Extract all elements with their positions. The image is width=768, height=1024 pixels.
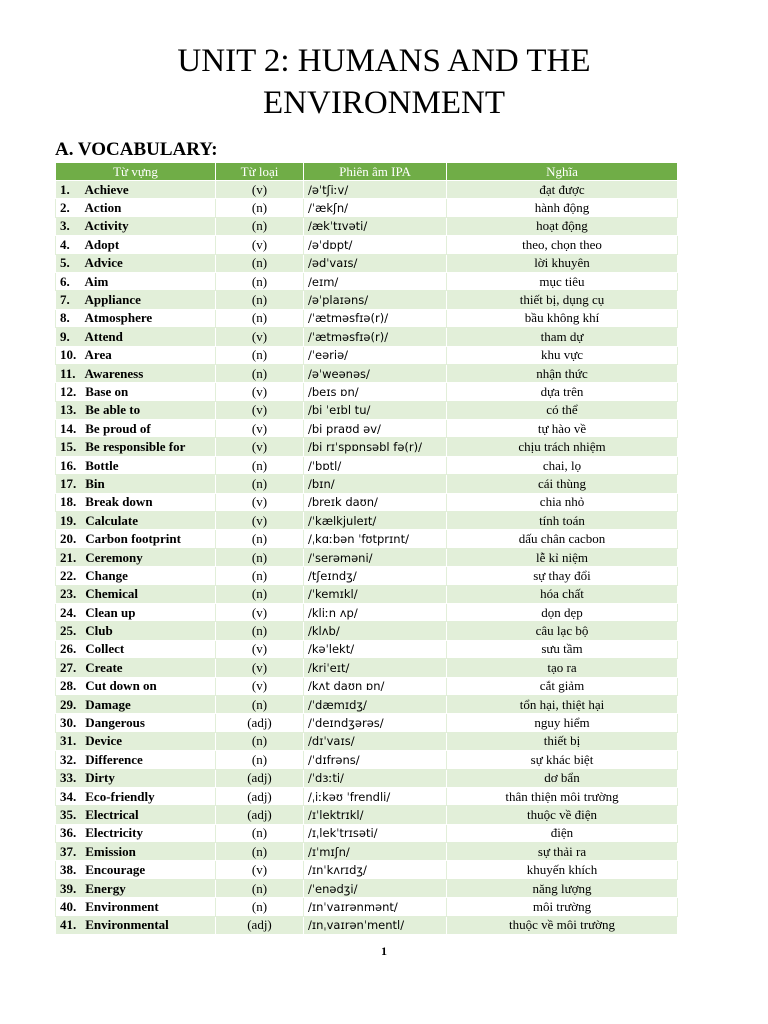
table-row [56,383,678,401]
meaning-cell: cắt giảm [447,677,678,695]
part-of-speech-cell: (v) [216,640,304,658]
table-row [56,806,678,824]
ipa-cell: /ˈækʃn/ [304,199,447,217]
vocab-word-cell [56,769,216,787]
ipa-cell: /dɪˈvaɪs/ [304,732,447,750]
table-row [56,291,678,309]
vocab-word-cell [56,843,216,861]
table-row [56,751,678,769]
vocab-word: Encourage [85,862,146,878]
table-row [56,420,678,438]
meaning-cell: năng lượng [447,879,678,897]
vocab-word: Adopt [84,236,120,252]
vocab-word: Electrical [85,806,139,822]
ipa-cell: /ɪnˈvaɪrənmənt/ [304,898,447,916]
ipa-cell: /kliːn ʌp/ [304,603,447,621]
part-of-speech-cell: (adj) [216,806,304,824]
table-row [56,512,678,530]
meaning-cell: lễ kỉ niệm [447,548,678,566]
vocab-word-cell [56,512,216,530]
vocab-word-cell [56,861,216,879]
vocab-word-cell [56,879,216,897]
row-number: 41. [60,917,77,933]
part-of-speech-cell: (n) [216,548,304,566]
meaning-cell: khu vực [447,346,678,364]
part-of-speech-cell: (n) [216,456,304,474]
vocab-word: Awareness [84,365,144,381]
ipa-cell: /kʌt daʊn ɒn/ [304,677,447,695]
row-number: 27. [60,659,77,675]
meaning-cell: theo, chọn theo [447,236,678,254]
vocab-word-cell [56,401,216,419]
table-row [56,640,678,658]
meaning-cell: tổn hại, thiệt hại [447,695,678,713]
part-of-speech-cell: (v) [216,401,304,419]
vocab-word-cell [56,291,216,309]
meaning-cell: câu lạc bộ [447,622,678,640]
vocab-word-cell [56,217,216,235]
meaning-cell: thiết bị [447,732,678,750]
vocab-word: Difference [85,751,143,767]
row-number: 1. [60,181,70,197]
ipa-cell: /ˌkɑːbən ˈfʊtprɪnt/ [304,530,447,548]
part-of-speech-cell: (v) [216,493,304,511]
page-number: 1 [381,944,387,958]
meaning-cell: bầu không khí [447,309,678,327]
vocabulary-table [55,162,678,935]
part-of-speech-cell: (n) [216,898,304,916]
part-of-speech-cell: (n) [216,364,304,382]
table-row [56,622,678,640]
ipa-cell: /ˈkælkjuleɪt/ [304,512,447,530]
vocab-word: Damage [85,696,131,712]
part-of-speech-cell: (n) [216,622,304,640]
meaning-cell: điện [447,824,678,842]
vocab-word-cell [56,787,216,805]
part-of-speech-cell: (n) [216,346,304,364]
ipa-cell: /bi rɪˈspɒnsəbl fə(r)/ [304,438,447,456]
ipa-cell: /ɪnˈkʌrɪdʒ/ [304,861,447,879]
meaning-cell: hóa chất [447,585,678,603]
meaning-cell: mục tiêu [447,272,678,290]
vocab-word: Carbon footprint [85,531,181,547]
vocab-word: Environmental [85,917,169,933]
vocab-word: Appliance [84,292,141,308]
row-number: 11. [60,365,76,381]
vocab-word: Dangerous [85,715,145,731]
meaning-cell: thuộc về điện [447,806,678,824]
meaning-cell: khuyến khích [447,861,678,879]
meaning-cell: chai, lọ [447,456,678,474]
ipa-cell: /əˈweənəs/ [304,364,447,382]
title-line-2: ENVIRONMENT [263,85,505,121]
meaning-cell: thân thiện môi trường [447,787,678,805]
ipa-cell: /əˈtʃiːv/ [304,181,447,199]
row-number: 16. [60,457,77,473]
meaning-cell: tham dự [447,328,678,346]
vocab-word-cell [56,677,216,695]
row-number: 12. [60,383,77,399]
table-row [56,916,678,934]
table-row [56,898,678,916]
row-number: 34. [60,788,77,804]
part-of-speech-cell: (n) [216,824,304,842]
part-of-speech-cell: (v) [216,603,304,621]
ipa-cell: /ˈætməsfɪə(r)/ [304,309,447,327]
vocab-word-cell [56,659,216,677]
header-ipa: Phiên âm IPA [304,163,447,181]
table-row [56,364,678,382]
meaning-cell: nguy hiểm [447,714,678,732]
ipa-cell: /əˈdɒpt/ [304,236,447,254]
row-number: 38. [60,862,77,878]
table-row [56,548,678,566]
vocab-word: Be able to [85,402,141,418]
vocab-word-cell [56,714,216,732]
meaning-cell: dấu chân cacbon [447,530,678,548]
table-row [56,438,678,456]
part-of-speech-cell: (v) [216,438,304,456]
part-of-speech-cell: (n) [216,475,304,493]
row-number: 24. [60,604,77,620]
ipa-cell: /ˈenədʒi/ [304,879,447,897]
vocab-word-cell [56,622,216,640]
vocab-word: Club [85,623,113,639]
row-number: 32. [60,751,77,767]
vocab-word: Action [84,200,122,216]
row-number: 15. [60,439,77,455]
row-number: 7. [60,292,70,308]
part-of-speech-cell: (n) [216,843,304,861]
vocab-word: Base on [85,383,129,399]
ipa-cell: /ˌiːkəʊ ˈfrendli/ [304,787,447,805]
vocab-word-cell [56,493,216,511]
vocab-word: Collect [85,641,125,657]
part-of-speech-cell: (n) [216,695,304,713]
table-row [56,787,678,805]
row-number: 29. [60,696,77,712]
row-number: 20. [60,531,77,547]
ipa-cell: /ɪˈlektrɪkl/ [304,806,447,824]
row-number: 8. [60,310,70,326]
part-of-speech-cell: (n) [216,291,304,309]
part-of-speech-cell: (n) [216,199,304,217]
vocab-word: Area [84,347,112,363]
vocab-word-cell [56,824,216,842]
ipa-cell: /ˈdɪfrəns/ [304,751,447,769]
row-number: 9. [60,328,70,344]
meaning-cell: hành động [447,199,678,217]
table-row [56,677,678,695]
row-number: 22. [60,567,77,583]
vocab-word: Eco-friendly [85,788,155,804]
row-number: 33. [60,770,77,786]
vocab-word: Bin [85,475,105,491]
table-row [56,272,678,290]
row-number: 23. [60,586,77,602]
part-of-speech-cell: (n) [216,567,304,585]
vocab-word: Bottle [85,457,119,473]
table-header-row [56,163,678,181]
meaning-cell: đạt được [447,181,678,199]
ipa-cell: /tʃeɪndʒ/ [304,567,447,585]
table-row [56,346,678,364]
table-row [56,732,678,750]
row-number: 35. [60,806,77,822]
table-row [56,659,678,677]
ipa-cell: /ˈkemɪkl/ [304,585,447,603]
part-of-speech-cell: (n) [216,732,304,750]
row-number: 14. [60,420,77,436]
ipa-cell: /ˈbɒtl/ [304,456,447,474]
meaning-cell: cái thùng [447,475,678,493]
table-row [56,843,678,861]
vocab-word-cell [56,898,216,916]
part-of-speech-cell: (v) [216,677,304,695]
vocab-word-cell [56,346,216,364]
meaning-cell: dựa trên [447,383,678,401]
table-row [56,530,678,548]
part-of-speech-cell: (v) [216,512,304,530]
vocab-word-cell [56,420,216,438]
part-of-speech-cell: (n) [216,217,304,235]
vocab-word-cell [56,456,216,474]
meaning-cell: tính toán [447,512,678,530]
vocab-word-cell [56,475,216,493]
vocab-word: Break down [85,494,153,510]
row-number: 17. [60,475,77,491]
table-row [56,585,678,603]
vocab-word: Create [85,659,123,675]
vocab-word-cell [56,309,216,327]
meaning-cell: có thể [447,401,678,419]
row-number: 19. [60,512,77,528]
part-of-speech-cell: (n) [216,309,304,327]
meaning-cell: chia nhỏ [447,493,678,511]
vocab-word-cell [56,181,216,199]
vocab-word: Attend [84,328,123,344]
part-of-speech-cell: (n) [216,751,304,769]
ipa-cell: /bi ˈeɪbl tu/ [304,401,447,419]
vocab-word: Chemical [85,586,138,602]
table-row [56,475,678,493]
header-part-of-speech: Từ loại [216,163,304,181]
row-number: 30. [60,715,77,731]
part-of-speech-cell: (adj) [216,714,304,732]
vocab-word: Ceremony [85,549,143,565]
vocab-word-cell [56,236,216,254]
ipa-cell: /ˈdɜːti/ [304,769,447,787]
ipa-cell: /eɪm/ [304,272,447,290]
row-number: 13. [60,402,77,418]
part-of-speech-cell: (n) [216,530,304,548]
table-row [56,254,678,272]
meaning-cell: tạo ra [447,659,678,677]
part-of-speech-cell: (adj) [216,916,304,934]
table-row [56,217,678,235]
vocab-word-cell [56,916,216,934]
meaning-cell: sưu tầm [447,640,678,658]
vocab-word-cell [56,603,216,621]
meaning-cell: sự thải ra [447,843,678,861]
row-number: 2. [60,200,70,216]
table-row [56,401,678,419]
vocab-word-cell [56,751,216,769]
vocab-word-cell [56,438,216,456]
document-title [0,40,768,124]
ipa-cell: /ˈserəməni/ [304,548,447,566]
meaning-cell: hoạt động [447,217,678,235]
vocab-word: Achieve [84,181,129,197]
table-row [56,824,678,842]
vocab-word-cell [56,806,216,824]
ipa-cell: /ˈdeɪndʒərəs/ [304,714,447,732]
meaning-cell: lời khuyên [447,254,678,272]
vocab-word: Emission [85,843,136,859]
table-row [56,493,678,511]
vocab-word-cell [56,585,216,603]
vocab-word: Dirty [85,770,115,786]
vocab-word: Clean up [85,604,136,620]
ipa-cell: /ɪˌlekˈtrɪsəti/ [304,824,447,842]
vocab-word-cell [56,530,216,548]
ipa-cell: /əˈplaɪəns/ [304,291,447,309]
meaning-cell: dơ bẩn [447,769,678,787]
vocab-word: Be responsible for [85,439,186,455]
ipa-cell: /kəˈlekt/ [304,640,447,658]
row-number: 18. [60,494,77,510]
part-of-speech-cell: (v) [216,383,304,401]
part-of-speech-cell: (v) [216,236,304,254]
ipa-cell: /ˈdæmɪdʒ/ [304,695,447,713]
part-of-speech-cell: (v) [216,861,304,879]
part-of-speech-cell: (v) [216,659,304,677]
table-row [56,879,678,897]
vocab-word-cell [56,732,216,750]
table-row [56,861,678,879]
table-row [56,769,678,787]
ipa-cell: /ədˈvaɪs/ [304,254,447,272]
ipa-cell: /ˈætməsfɪə(r)/ [304,328,447,346]
vocab-word: Aim [84,273,109,289]
ipa-cell: /klʌb/ [304,622,447,640]
table-row [56,456,678,474]
table-body [56,181,678,935]
meaning-cell: chịu trách nhiệm [447,438,678,456]
ipa-cell: /bɪn/ [304,475,447,493]
table-row [56,236,678,254]
meaning-cell: dọn dẹp [447,603,678,621]
row-number: 25. [60,623,77,639]
row-number: 40. [60,898,77,914]
part-of-speech-cell: (v) [216,328,304,346]
meaning-cell: sự khác biệt [447,751,678,769]
vocab-word-cell [56,364,216,382]
meaning-cell: thiết bị, dụng cụ [447,291,678,309]
ipa-cell: /beɪs ɒn/ [304,383,447,401]
row-number: 36. [60,825,77,841]
vocab-word: Be proud of [85,420,151,436]
section-heading: A. VOCABULARY: [55,139,218,160]
meaning-cell: tự hào về [447,420,678,438]
vocab-word-cell [56,567,216,585]
row-number: 4. [60,236,70,252]
vocab-word-cell [56,548,216,566]
row-number: 5. [60,255,70,271]
table-row [56,181,678,199]
vocab-word: Change [85,567,128,583]
vocab-word: Electricity [85,825,143,841]
row-number: 39. [60,880,77,896]
part-of-speech-cell: (n) [216,272,304,290]
table-row [56,328,678,346]
header-word: Từ vựng [56,163,216,181]
part-of-speech-cell: (n) [216,879,304,897]
vocab-word: Cut down on [85,678,157,694]
ipa-cell: /kriˈeɪt/ [304,659,447,677]
ipa-cell: /breɪk daʊn/ [304,493,447,511]
meaning-cell: môi trường [447,898,678,916]
vocab-word: Calculate [85,512,138,528]
table-row [56,199,678,217]
meaning-cell: thuộc về môi trường [447,916,678,934]
vocab-word-cell [56,328,216,346]
table-row [56,603,678,621]
vocab-word-cell [56,254,216,272]
part-of-speech-cell: (adj) [216,769,304,787]
part-of-speech-cell: (v) [216,181,304,199]
row-number: 3. [60,218,70,234]
header-meaning: Nghĩa [447,163,678,181]
vocab-word: Energy [85,880,126,896]
row-number: 37. [60,843,77,859]
vocab-word-cell [56,199,216,217]
vocab-word-cell [56,383,216,401]
row-number: 10. [60,347,77,363]
part-of-speech-cell: (n) [216,585,304,603]
vocab-word-cell [56,695,216,713]
vocab-word: Environment [85,898,159,914]
meaning-cell: nhận thức [447,364,678,382]
part-of-speech-cell: (adj) [216,787,304,805]
vocab-word-cell [56,640,216,658]
row-number: 28. [60,678,77,694]
vocab-word: Advice [84,255,123,271]
ipa-cell: /ˈeəriə/ [304,346,447,364]
row-number: 6. [60,273,70,289]
row-number: 31. [60,733,77,749]
ipa-cell: /ɪˈmɪʃn/ [304,843,447,861]
part-of-speech-cell: (n) [216,254,304,272]
meaning-cell: sự thay đổi [447,567,678,585]
table-row [56,695,678,713]
table-row [56,309,678,327]
table-row [56,567,678,585]
ipa-cell: /ækˈtɪvəti/ [304,217,447,235]
title-line-1: UNIT 2: HUMANS AND THE [177,43,591,79]
table-row [56,714,678,732]
row-number: 26. [60,641,77,657]
vocab-word-cell [56,272,216,290]
vocab-word: Device [85,733,123,749]
vocab-word: Atmosphere [84,310,153,326]
ipa-cell: /bi praʊd əv/ [304,420,447,438]
part-of-speech-cell: (v) [216,420,304,438]
row-number: 21. [60,549,77,565]
vocab-word: Activity [84,218,129,234]
ipa-cell: /ɪnˌvaɪrənˈmentl/ [304,916,447,934]
